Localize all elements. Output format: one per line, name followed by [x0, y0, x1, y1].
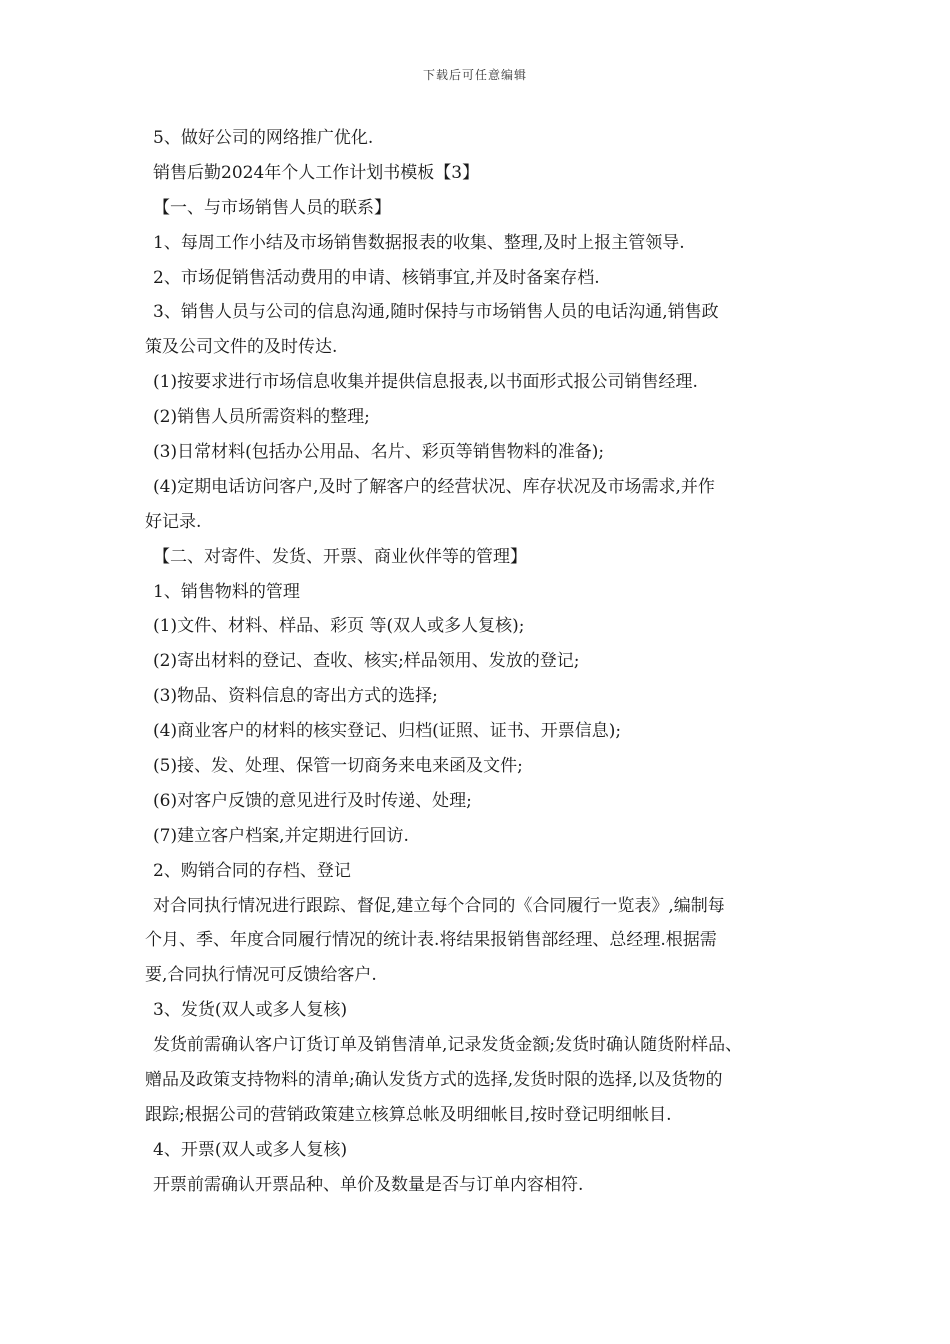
- text-line: 赠品及政策支持物料的清单;确认发货方式的选择,发货时限的选择,以及货物的: [145, 1070, 723, 1091]
- text-line: (3)物品、资料信息的寄出方式的选择;: [153, 686, 438, 707]
- text-line: (6)对客户反馈的意见进行及时传递、处理;: [153, 790, 472, 811]
- text-line: 策及公司文件的及时传达.: [145, 337, 338, 358]
- text-line: 3、发货(双人或多人复核): [153, 1000, 348, 1021]
- text-line: 对合同执行情况进行跟踪、督促,建立每个合同的《合同履行一览表》,编制每: [153, 895, 725, 916]
- text-line: 4、开票(双人或多人复核): [153, 1139, 348, 1160]
- text-line: (1)文件、材料、样品、彩页 等(双人或多人复核);: [153, 616, 525, 637]
- text-line: (5)接、发、处理、保管一切商务来电来函及文件;: [153, 756, 523, 777]
- text-line: (4)商业客户的材料的核实登记、归档(证照、证书、开票信息);: [153, 721, 622, 742]
- text-line: 好记录.: [145, 511, 202, 532]
- text-line: 要,合同执行情况可反馈给客户.: [145, 965, 377, 986]
- page-header: 下载后可任意编辑: [422, 68, 527, 82]
- text-line: (3)日常材料(包括办公用品、名片、彩页等销售物料的准备);: [153, 442, 605, 463]
- text-line: 个月、季、年度合同履行情况的统计表.将结果报销售部经理、总经理.根据需: [145, 930, 717, 951]
- text-line: 2、市场促销售活动费用的申请、核销事宜,并及时备案存档.: [153, 267, 600, 288]
- text-line: 【二、对寄件、发货、开票、商业伙伴等的管理】: [153, 546, 527, 567]
- text-line: 5、做好公司的网络推广优化.: [153, 128, 374, 148]
- text-line: (7)建立客户档案,并定期进行回访.: [153, 825, 409, 846]
- text-line: 1、销售物料的管理: [153, 581, 300, 602]
- text-line: 3、销售人员与公司的信息沟通,随时保持与市场销售人员的电话沟通,销售政: [153, 302, 719, 323]
- text-line: (1)按要求进行市场信息收集并提供信息报表,以书面形式报公司销售经理.: [153, 372, 698, 393]
- text-line: 跟踪;根据公司的营销政策建立核算总帐及明细帐目,按时登记明细帐目.: [145, 1104, 672, 1125]
- text-line: 销售后勤2024年个人工作计划书模板【3】: [153, 162, 480, 183]
- text-line: 2、购销合同的存档、登记: [153, 860, 351, 881]
- text-line: (4)定期电话访问客户,及时了解客户的经营状况、库存状况及市场需求,并作: [153, 476, 715, 497]
- text-line: 发货前需确认客户订货订单及销售清单,记录发货金额;发货时确认随货附样品、: [153, 1035, 743, 1056]
- text-line: (2)销售人员所需资料的整理;: [153, 407, 370, 428]
- text-line: 开票前需确认开票品种、单价及数量是否与订单内容相符.: [153, 1174, 584, 1195]
- text-line: (2)寄出材料的登记、查收、核实;样品领用、发放的登记;: [153, 651, 580, 672]
- document-body: [145, 121, 825, 1203]
- text-line: 1、每周工作小结及市场销售数据报表的收集、整理,及时上报主管领导.: [153, 232, 685, 253]
- text-line: 【一、与市场销售人员的联系】: [153, 197, 391, 218]
